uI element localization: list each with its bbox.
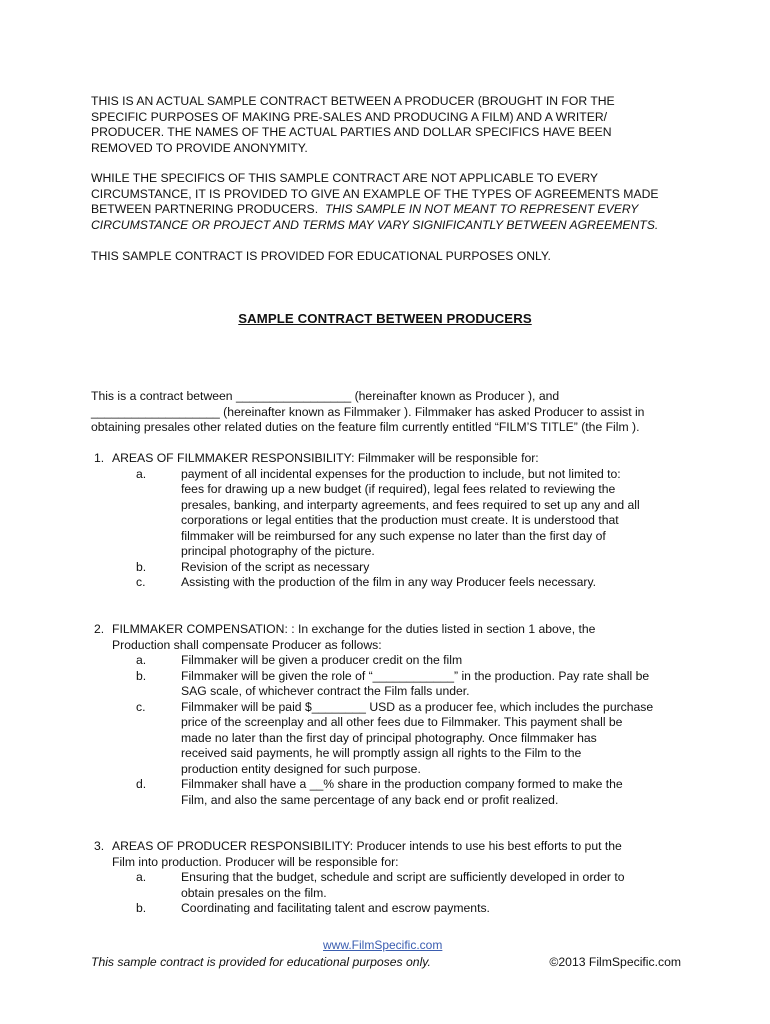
item-line: Filmmaker will be given the role of “____________” in the production. Pay rate shall be [181, 668, 650, 683]
preamble-line: THIS SAMPLE CONTRACT IS PROVIDED FOR EDUCATIONAL PURPOSES ONLY. [91, 249, 551, 263]
preamble-italic-text: CIRCUMSTANCE OR PROJECT AND TERMS MAY VARY SIGNIFICANTLY BETWEEN AGREEMENTS. [91, 217, 659, 232]
intro-paragraph [91, 389, 691, 436]
item-line: presales, banking, and interparty agreements, and fees required to set up any and all [181, 497, 640, 512]
item-line: obtain presales on the film. [181, 885, 327, 900]
item-line: corporations or legal entities that the production must create. It is understood that [181, 513, 619, 527]
item-letter: b. [136, 668, 147, 683]
item-line: Filmmaker shall have a __% share in the production company formed to make the [181, 777, 623, 791]
item-line: Filmmaker will be paid $________ USD as a producer fee, which includes the purchase [181, 699, 654, 714]
contract-title: SAMPLE CONTRACT BETWEEN PRODUCERS [238, 311, 532, 326]
item-letter: a. [136, 466, 147, 481]
list-item [91, 777, 691, 808]
item-line: payment of all incidental expenses for the production to include, but not limited to: [181, 466, 621, 481]
preamble-italic-text: THIS SAMPLE IN NOT MEANT TO REPRESENT EVERY [324, 202, 639, 216]
section-1 [91, 451, 691, 591]
preamble-paragraph-3 [91, 249, 691, 265]
item-line: production entity designed for such purpose. [181, 761, 421, 776]
item-line: made no later than the first day of principal photography. Once filmmaker has [181, 730, 597, 745]
section-heading [91, 451, 691, 467]
section-heading [91, 839, 691, 855]
list-item [91, 653, 691, 669]
section-3 [91, 839, 691, 917]
section-number: 3. [94, 839, 105, 853]
footer-disclaimer: This sample contract is provided for educational purposes only. [91, 955, 431, 969]
preamble-line: WHILE THE SPECIFICS OF THIS SAMPLE CONTRACT ARE NOT APPLICABLE TO EVERY [91, 171, 599, 185]
section-heading-text: AREAS OF PRODUCER RESPONSIBILITY: Producer intends to use his best efforts to put the [112, 839, 622, 853]
list-item [91, 669, 691, 700]
footer-copyright: ©2013 FilmSpecific.com [549, 955, 681, 969]
item-line: Film, and also the same percentage of any back end or profit realized. [181, 792, 559, 807]
item-line: Revision of the script as necessary [181, 559, 370, 574]
item-letter: c. [136, 699, 146, 714]
section-heading-text: FILMMAKER COMPENSATION: : In exchange for the duties listed in section 1 above, the [112, 622, 596, 636]
item-line: Coordinating and facilitating talent and escrow payments. [181, 901, 490, 915]
item-letter: c. [136, 575, 146, 589]
preamble-paragraph-2 [91, 171, 691, 233]
item-line: Ensuring that the budget, schedule and script are sufficiently developed in order to [181, 870, 625, 884]
section-heading [91, 622, 691, 638]
item-line: Assisting with the production of the film in any way Producer feels necessary. [181, 575, 597, 589]
item-letter: b. [136, 901, 147, 915]
item-line: filmmaker will be reimbursed for any such expense no later than the first day of [181, 528, 606, 543]
preamble-italic-line [91, 218, 691, 234]
list-item [91, 575, 691, 591]
preamble-plain-text: BETWEEN PARTNERING PRODUCERS. [91, 202, 325, 216]
intro-line: obtaining presales other related duties on the feature film currently entitled “FILM’S TITLE” (the Film ). [91, 420, 640, 434]
preamble-mixed-line [91, 202, 691, 218]
section-continuation: Film into production. Producer will be responsible for: [112, 854, 399, 869]
item-line: Filmmaker will be given a producer credit on the film [181, 653, 463, 667]
intro-line: ___________________ (hereinafter known as Filmmaker ). Filmmaker has asked Producer to assist in [91, 404, 645, 419]
preamble-line: THIS IS AN ACTUAL SAMPLE CONTRACT BETWEEN A PRODUCER (BROUGHT IN FOR THE [91, 94, 615, 108]
list-item [91, 700, 691, 778]
list-item [91, 560, 691, 576]
intro-line: This is a contract between _________________ (hereinafter known as Producer ), and [91, 389, 560, 403]
preamble-paragraph-1 [91, 94, 691, 156]
preamble-line: PRODUCER. THE NAMES OF THE ACTUAL PARTIES AND DOLLAR SPECIFICS HAVE BEEN [91, 125, 612, 139]
section-2 [91, 622, 691, 808]
preamble-line: CIRCUMSTANCE, IT IS PROVIDED TO GIVE AN EXAMPLE OF THE TYPES OF AGREEMENTS MADE [91, 186, 659, 201]
item-line: SAG scale, of whichever contract the Film falls under. [181, 684, 470, 698]
section-number: 1. [94, 451, 105, 465]
list-item [91, 870, 691, 901]
list-item [91, 467, 691, 560]
item-line: price of the screenplay and all other fees due to Filmmaker. This payment shall be [181, 715, 623, 729]
footer-website-link[interactable]: www.FilmSpecific.com [323, 938, 443, 952]
item-letter: a. [136, 653, 147, 667]
item-line: received said payments, he will promptly assign all rights to the Film to the [181, 746, 582, 760]
section-heading-text: AREAS OF FILMMAKER RESPONSIBILITY: Filmmaker will be responsible for: [112, 451, 539, 465]
item-letter: a. [136, 870, 147, 884]
preamble-line: REMOVED TO PROVIDE ANONYMITY. [91, 140, 308, 155]
item-letter: d. [136, 777, 147, 791]
section-continuation: Production shall compensate Producer as follows: [112, 637, 382, 652]
section-number: 2. [94, 622, 105, 636]
item-line: principal photography of the picture. [181, 544, 375, 558]
item-line: fees for drawing up a new budget (if required), legal fees related to reviewing the [181, 482, 616, 496]
preamble-line: SPECIFIC PURPOSES OF MAKING PRE-SALES AND PRODUCING A FILM) AND A WRITER/ [91, 109, 608, 124]
list-item [91, 901, 691, 917]
item-letter: b. [136, 559, 147, 574]
